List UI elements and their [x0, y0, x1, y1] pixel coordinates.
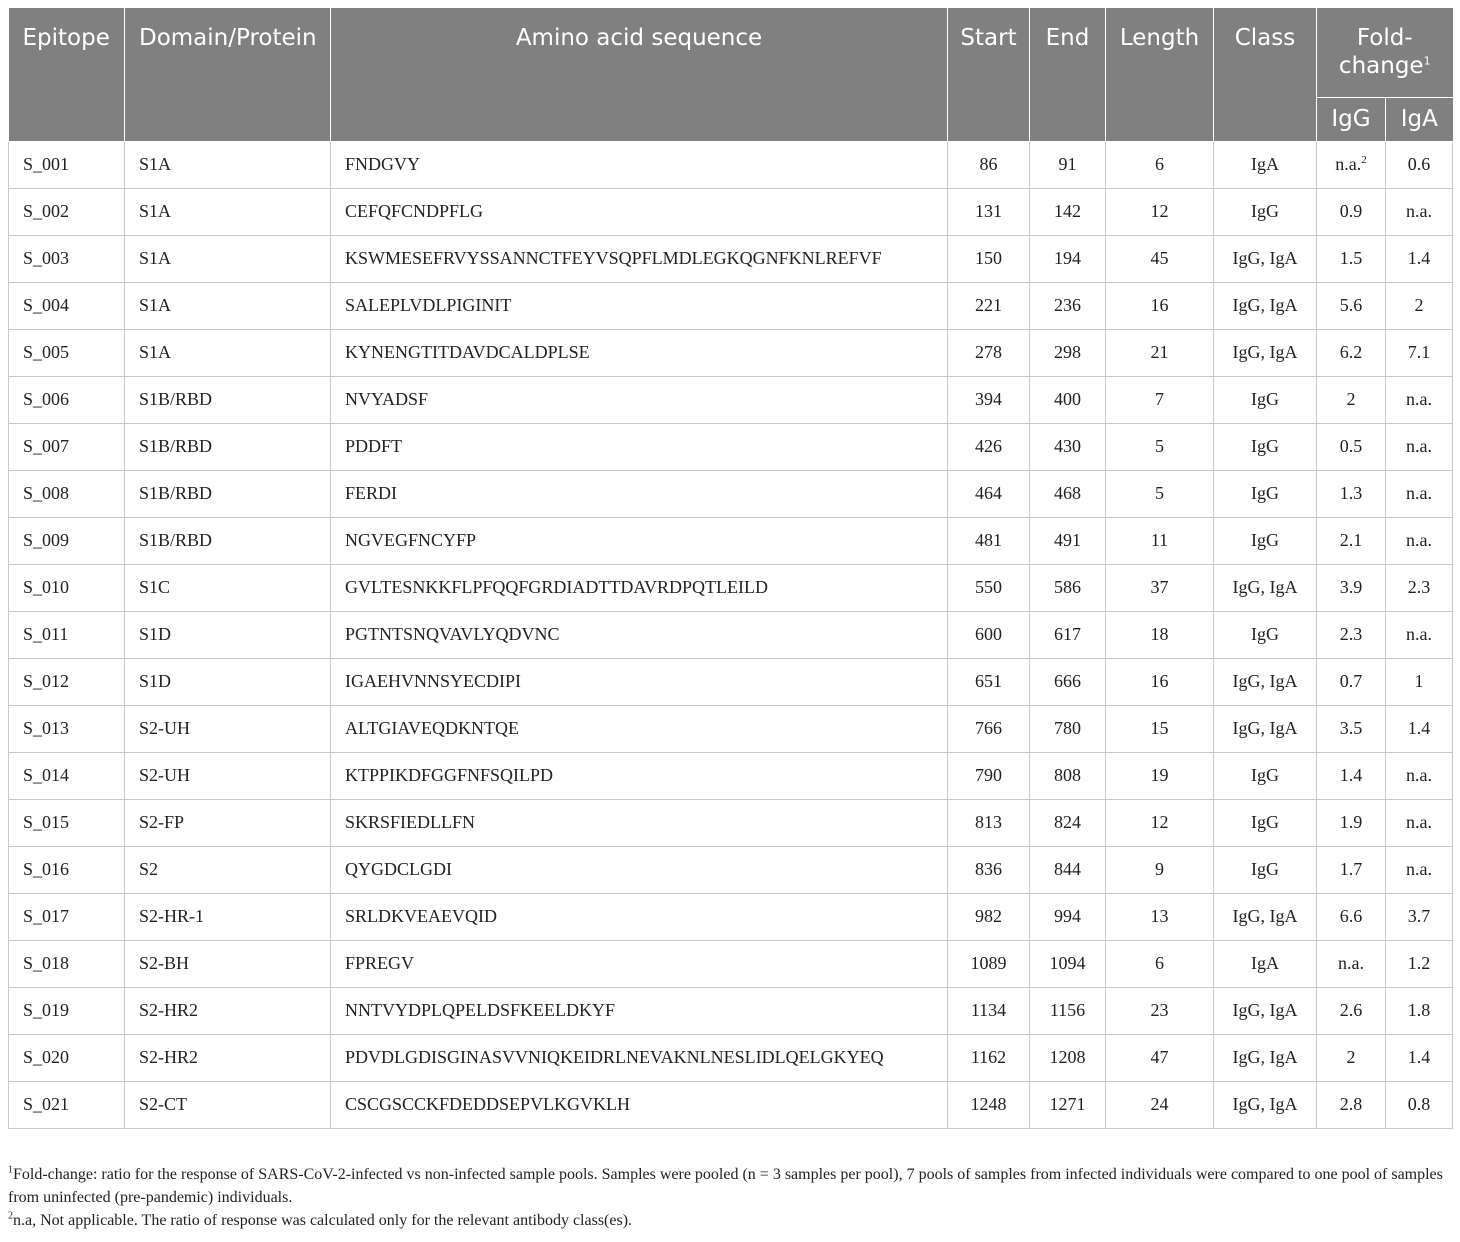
table-row	[9, 188, 1453, 235]
cell-cls: IgG	[1214, 846, 1317, 893]
footnote-ref-2: 2	[1361, 154, 1367, 166]
cell-iga: 1.2	[1386, 940, 1453, 987]
cell-igg: 1.3	[1317, 470, 1386, 517]
cell-iga: 7.1	[1386, 329, 1453, 376]
cell-start: 550	[948, 564, 1030, 611]
cell-igg: 0.7	[1317, 658, 1386, 705]
cell-igg: 2.8	[1317, 1081, 1386, 1128]
table-footnotes	[8, 1163, 1452, 1232]
epitope-table	[8, 8, 1453, 1129]
cell-iga: n.a.	[1386, 799, 1453, 846]
cell-cls: IgA	[1214, 141, 1317, 188]
cell-cls: IgG, IgA	[1214, 329, 1317, 376]
header-domain: Domain/Protein	[125, 8, 331, 141]
cell-length: 21	[1106, 329, 1214, 376]
cell-end: 236	[1030, 282, 1106, 329]
cell-end: 617	[1030, 611, 1106, 658]
cell-end: 91	[1030, 141, 1106, 188]
cell-iga: 1	[1386, 658, 1453, 705]
table-row	[9, 799, 1453, 846]
header-epitope: Epitope	[9, 8, 125, 141]
cell-seq: KSWMESEFRVYSSANNCTFEYVSQPFLMDLEGKQGNFKNLREFVF	[331, 235, 948, 282]
cell-iga: 0.6	[1386, 141, 1453, 188]
cell-igg: 6.2	[1317, 329, 1386, 376]
cell-domain: S1A	[125, 188, 331, 235]
cell-end: 468	[1030, 470, 1106, 517]
cell-cls: IgG, IgA	[1214, 1081, 1317, 1128]
cell-start: 150	[948, 235, 1030, 282]
cell-cls: IgG, IgA	[1214, 282, 1317, 329]
cell-seq: PDDFT	[331, 423, 948, 470]
cell-seq: PDVDLGDISGINASVVNIQKEIDRLNEVAKNLNESLIDLQELGKYEQ	[331, 1034, 948, 1081]
table-row	[9, 470, 1453, 517]
cell-length: 23	[1106, 987, 1214, 1034]
cell-domain: S2-BH	[125, 940, 331, 987]
cell-seq: FERDI	[331, 470, 948, 517]
table-row	[9, 141, 1453, 188]
cell-length: 47	[1106, 1034, 1214, 1081]
cell-end: 298	[1030, 329, 1106, 376]
table-row	[9, 611, 1453, 658]
cell-iga: 1.8	[1386, 987, 1453, 1034]
cell-length: 18	[1106, 611, 1214, 658]
cell-iga: 2.3	[1386, 564, 1453, 611]
cell-length: 11	[1106, 517, 1214, 564]
cell-seq: SRLDKVEAEVQID	[331, 893, 948, 940]
cell-length: 12	[1106, 188, 1214, 235]
cell-start: 651	[948, 658, 1030, 705]
cell-igg: 1.9	[1317, 799, 1386, 846]
cell-start: 982	[948, 893, 1030, 940]
table-row	[9, 1034, 1453, 1081]
cell-domain: S1B/RBD	[125, 470, 331, 517]
cell-domain: S1D	[125, 658, 331, 705]
table-row	[9, 423, 1453, 470]
cell-iga: 1.4	[1386, 705, 1453, 752]
table-row	[9, 846, 1453, 893]
header-sequence: Amino acid sequence	[331, 8, 948, 141]
cell-epitope: S_010	[9, 564, 125, 611]
cell-epitope: S_012	[9, 658, 125, 705]
cell-start: 278	[948, 329, 1030, 376]
header-end: End	[1030, 8, 1106, 141]
cell-start: 600	[948, 611, 1030, 658]
cell-start: 426	[948, 423, 1030, 470]
cell-igg: 3.5	[1317, 705, 1386, 752]
cell-cls: IgA	[1214, 940, 1317, 987]
cell-domain: S2-HR2	[125, 987, 331, 1034]
cell-seq: SALEPLVDLPIGINIT	[331, 282, 948, 329]
cell-domain: S1B/RBD	[125, 423, 331, 470]
cell-length: 45	[1106, 235, 1214, 282]
cell-domain: S2-HR-1	[125, 893, 331, 940]
cell-igg: 2.3	[1317, 611, 1386, 658]
cell-domain: S1A	[125, 329, 331, 376]
cell-cls: IgG, IgA	[1214, 658, 1317, 705]
cell-cls: IgG	[1214, 423, 1317, 470]
cell-end: 1271	[1030, 1081, 1106, 1128]
cell-length: 24	[1106, 1081, 1214, 1128]
cell-domain: S1C	[125, 564, 331, 611]
cell-seq: KTPPIKDFGGFNFSQILPD	[331, 752, 948, 799]
cell-start: 836	[948, 846, 1030, 893]
cell-seq: KYNENGTITDAVDCALDPLSE	[331, 329, 948, 376]
cell-epitope: S_021	[9, 1081, 125, 1128]
cell-epitope: S_017	[9, 893, 125, 940]
cell-end: 142	[1030, 188, 1106, 235]
cell-domain: S2-HR2	[125, 1034, 331, 1081]
cell-end: 430	[1030, 423, 1106, 470]
cell-iga: 1.4	[1386, 1034, 1453, 1081]
cell-length: 6	[1106, 940, 1214, 987]
cell-epitope: S_016	[9, 846, 125, 893]
cell-end: 400	[1030, 376, 1106, 423]
cell-domain: S2-UH	[125, 752, 331, 799]
cell-domain: S1D	[125, 611, 331, 658]
cell-end: 491	[1030, 517, 1106, 564]
cell-epitope: S_001	[9, 141, 125, 188]
cell-length: 16	[1106, 282, 1214, 329]
cell-iga: n.a.	[1386, 423, 1453, 470]
cell-domain: S2-CT	[125, 1081, 331, 1128]
cell-start: 1089	[948, 940, 1030, 987]
cell-end: 780	[1030, 705, 1106, 752]
cell-start: 1162	[948, 1034, 1030, 1081]
cell-end: 808	[1030, 752, 1106, 799]
cell-igg: n.a.$^2$	[1317, 141, 1386, 188]
cell-cls: IgG	[1214, 799, 1317, 846]
cell-start: 813	[948, 799, 1030, 846]
cell-length: 7	[1106, 376, 1214, 423]
header-fold-line2: change	[1338, 53, 1424, 79]
cell-seq: SKRSFIEDLLFN	[331, 799, 948, 846]
header-start: Start	[948, 8, 1030, 141]
cell-seq: CEFQFCNDPFLG	[331, 188, 948, 235]
cell-epitope: S_007	[9, 423, 125, 470]
table-header	[9, 8, 1453, 141]
cell-epitope: S_005	[9, 329, 125, 376]
table-row	[9, 376, 1453, 423]
cell-epitope: S_009	[9, 517, 125, 564]
cell-start: 790	[948, 752, 1030, 799]
cell-igg: 1.5	[1317, 235, 1386, 282]
table-body	[9, 141, 1453, 1128]
cell-epitope: S_020	[9, 1034, 125, 1081]
table-row	[9, 940, 1453, 987]
cell-cls: IgG	[1214, 470, 1317, 517]
table-row	[9, 658, 1453, 705]
cell-domain: S1A	[125, 141, 331, 188]
cell-iga: n.a.	[1386, 376, 1453, 423]
table-row	[9, 564, 1453, 611]
header-length: Length	[1106, 8, 1214, 141]
cell-epitope: S_018	[9, 940, 125, 987]
cell-end: 994	[1030, 893, 1106, 940]
cell-epitope: S_013	[9, 705, 125, 752]
cell-start: 464	[948, 470, 1030, 517]
cell-seq: PGTNTSNQVAVLYQDVNC	[331, 611, 948, 658]
cell-seq: GVLTESNKKFLPFQQFGRDIADTTDAVRDPQTLEILD	[331, 564, 948, 611]
table-row	[9, 1081, 1453, 1128]
cell-cls: IgG, IgA	[1214, 705, 1317, 752]
cell-iga: 1.4	[1386, 235, 1453, 282]
cell-length: 9	[1106, 846, 1214, 893]
cell-iga: n.a.	[1386, 470, 1453, 517]
cell-seq: IGAEHVNNSYECDIPI	[331, 658, 948, 705]
cell-length: 16	[1106, 658, 1214, 705]
cell-iga: n.a.	[1386, 846, 1453, 893]
cell-domain: S2-FP	[125, 799, 331, 846]
cell-seq: FPREGV	[331, 940, 948, 987]
cell-igg: 2	[1317, 376, 1386, 423]
table-row	[9, 893, 1453, 940]
cell-end: 586	[1030, 564, 1106, 611]
cell-domain: S1B/RBD	[125, 517, 331, 564]
header-class: Class	[1214, 8, 1317, 141]
cell-seq: CSCGSCCKFDEDDSEPVLKGVKLH	[331, 1081, 948, 1128]
cell-epitope: S_014	[9, 752, 125, 799]
cell-seq: QYGDCLGDI	[331, 846, 948, 893]
footnote-ref-1: 1	[1423, 54, 1431, 68]
header-igg: IgG	[1317, 97, 1386, 141]
table-row	[9, 235, 1453, 282]
cell-domain: S2-UH	[125, 705, 331, 752]
cell-start: 86	[948, 141, 1030, 188]
cell-seq: ALTGIAVEQDKNTQE	[331, 705, 948, 752]
table-row	[9, 752, 1453, 799]
cell-cls: IgG	[1214, 752, 1317, 799]
cell-end: 844	[1030, 846, 1106, 893]
header-fold-line1: Fold-	[1356, 25, 1413, 51]
cell-length: 5	[1106, 470, 1214, 517]
cell-end: 1156	[1030, 987, 1106, 1034]
cell-igg: 2.6	[1317, 987, 1386, 1034]
cell-start: 131	[948, 188, 1030, 235]
cell-igg: 6.6	[1317, 893, 1386, 940]
footnote-2: $^2$n.a, Not applicable. The ratio of response was calculated only for the relevant antibody class(es).	[8, 1210, 633, 1229]
cell-cls: IgG, IgA	[1214, 564, 1317, 611]
epitope-table-container	[8, 8, 1452, 1129]
cell-iga: n.a.	[1386, 517, 1453, 564]
cell-length: 6	[1106, 141, 1214, 188]
cell-end: 824	[1030, 799, 1106, 846]
cell-epitope: S_015	[9, 799, 125, 846]
cell-igg: n.a.	[1317, 940, 1386, 987]
cell-domain: S1A	[125, 282, 331, 329]
cell-iga: 3.7	[1386, 893, 1453, 940]
cell-cls: IgG, IgA	[1214, 893, 1317, 940]
cell-igg: 0.5	[1317, 423, 1386, 470]
cell-start: 394	[948, 376, 1030, 423]
cell-igg: 2.1	[1317, 517, 1386, 564]
cell-seq: NNTVYDPLQPELDSFKEELDKYF	[331, 987, 948, 1034]
cell-end: 1208	[1030, 1034, 1106, 1081]
table-row	[9, 987, 1453, 1034]
cell-seq: FNDGVY	[331, 141, 948, 188]
cell-igg: 5.6	[1317, 282, 1386, 329]
cell-end: 194	[1030, 235, 1106, 282]
footnote-1: $^1$Fold-change: ratio for the response of SARS-CoV-2-infected vs non-infected sample pools. Samples were pooled (n = 3 samples per pool), 7 pools of samples from infected individuals were compared to one pool of samples from uninfected (pre-pandemic) individuals.	[8, 1164, 1443, 1206]
cell-domain: S1B/RBD	[125, 376, 331, 423]
cell-cls: IgG, IgA	[1214, 1034, 1317, 1081]
table-row	[9, 705, 1453, 752]
cell-start: 221	[948, 282, 1030, 329]
cell-epitope: S_002	[9, 188, 125, 235]
cell-epitope: S_003	[9, 235, 125, 282]
cell-cls: IgG	[1214, 517, 1317, 564]
cell-igg: 0.9	[1317, 188, 1386, 235]
cell-epitope: S_008	[9, 470, 125, 517]
cell-length: 15	[1106, 705, 1214, 752]
header-iga: IgA	[1386, 97, 1453, 141]
cell-domain: S2	[125, 846, 331, 893]
cell-iga: n.a.	[1386, 188, 1453, 235]
cell-start: 1248	[948, 1081, 1030, 1128]
cell-seq: NVYADSF	[331, 376, 948, 423]
cell-epitope: S_004	[9, 282, 125, 329]
cell-length: 37	[1106, 564, 1214, 611]
cell-iga: 2	[1386, 282, 1453, 329]
cell-seq: NGVEGFNCYFP	[331, 517, 948, 564]
cell-length: 12	[1106, 799, 1214, 846]
cell-end: 666	[1030, 658, 1106, 705]
table-row	[9, 329, 1453, 376]
cell-cls: IgG	[1214, 376, 1317, 423]
cell-end: 1094	[1030, 940, 1106, 987]
cell-cls: IgG	[1214, 188, 1317, 235]
cell-epitope: S_011	[9, 611, 125, 658]
cell-cls: IgG, IgA	[1214, 987, 1317, 1034]
cell-iga: n.a.	[1386, 752, 1453, 799]
header-fold-change	[1317, 8, 1453, 97]
cell-igg: 2	[1317, 1034, 1386, 1081]
cell-start: 481	[948, 517, 1030, 564]
cell-cls: IgG	[1214, 611, 1317, 658]
cell-length: 19	[1106, 752, 1214, 799]
cell-epitope: S_006	[9, 376, 125, 423]
cell-start: 766	[948, 705, 1030, 752]
cell-start: 1134	[948, 987, 1030, 1034]
cell-cls: IgG, IgA	[1214, 235, 1317, 282]
cell-length: 13	[1106, 893, 1214, 940]
table-row	[9, 282, 1453, 329]
cell-domain: S1A	[125, 235, 331, 282]
cell-iga: 0.8	[1386, 1081, 1453, 1128]
cell-epitope: S_019	[9, 987, 125, 1034]
table-row	[9, 517, 1453, 564]
cell-igg: 3.9	[1317, 564, 1386, 611]
cell-igg: 1.7	[1317, 846, 1386, 893]
cell-length: 5	[1106, 423, 1214, 470]
cell-iga: n.a.	[1386, 611, 1453, 658]
cell-igg: 1.4	[1317, 752, 1386, 799]
